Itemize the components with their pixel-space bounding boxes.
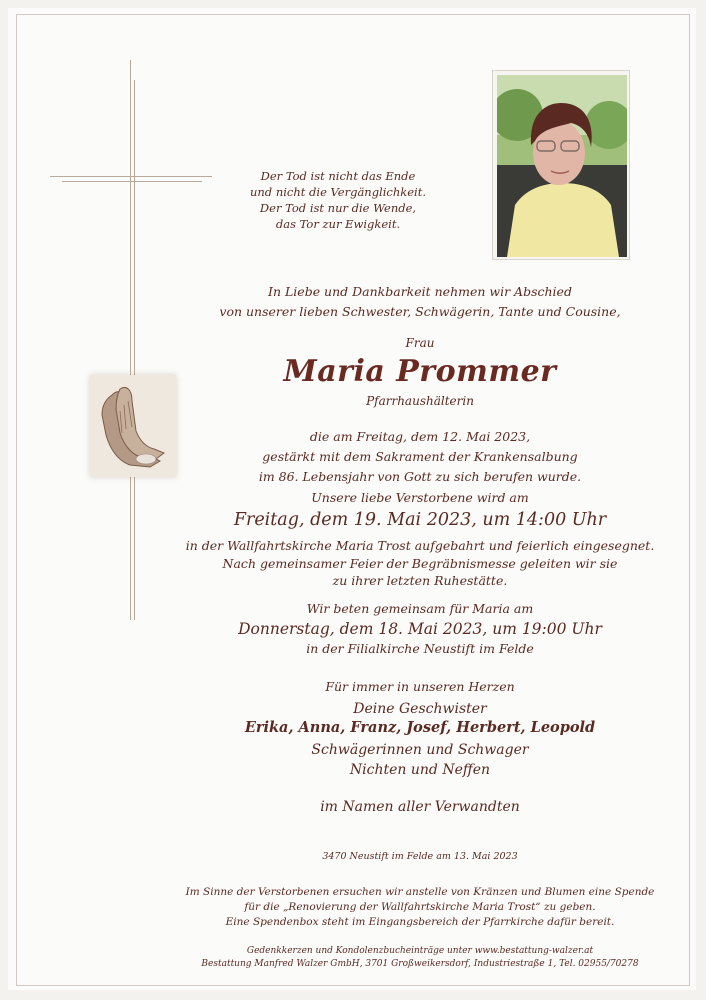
cross-horizontal-line	[50, 176, 212, 177]
profession: Pfarrhaushälterin	[366, 394, 474, 408]
memorial-line: Für immer in unseren Herzen	[325, 679, 515, 694]
request-line: für die „Renovierung der Wallfahrtskirche Maria Trost“ zu geben.	[244, 901, 596, 913]
funeral-line: zu ihrer letzten Ruhestätte.	[332, 573, 508, 588]
relatives: im Namen aller Verwandten	[320, 799, 520, 815]
death-line: gestärkt mit dem Sakrament der Krankensalbung	[262, 449, 578, 464]
farewell-intro	[60, 282, 706, 322]
funeral-line: Nach gemeinsamer Feier der Begräbnismesse geleiten wir sie	[222, 555, 618, 571]
funeral-details	[60, 537, 706, 590]
nieces-nephews: Nichten und Neffen	[349, 762, 491, 778]
poem-line: und nicht die Vergänglichkeit.	[249, 185, 426, 199]
funeral-date: Freitag, dem 19. Mai 2023, um 14:00 Uhr	[233, 510, 607, 530]
deceased-name: Maria Prommer	[283, 354, 557, 389]
prayer-place: in der Filialkirche Neustift im Felde	[306, 641, 534, 656]
request-line: Im Sinne der Verstorbenen ersuchen wir anstelle von Kränzen und Blumen eine Spende	[185, 886, 655, 898]
death-notice	[60, 427, 706, 487]
footer-line: Gedenkkerzen und Kondolenzbucheinträge unter www.bestattung-walzer.at	[246, 946, 594, 956]
footer-line: Bestattung Manfred Walzer GmbH, 3701 Großweikersdorf, Industriestraße 1, Tel. 02955/70278	[201, 959, 639, 969]
place-date: 3470 Neustift im Felde am 13. Mai 2023	[322, 851, 518, 862]
intro-line: In Liebe und Dankbarkeit nehmen wir Abschied	[268, 284, 572, 299]
death-line: die am Freitag, dem 12. Mai 2023,	[309, 429, 531, 444]
portrait-photo	[492, 70, 630, 260]
poem-line: Der Tod ist nicht das Ende	[260, 169, 416, 183]
funeral-home-footer	[60, 945, 706, 971]
poem	[238, 168, 438, 232]
poem-line: Der Tod ist nur die Wende,	[259, 201, 417, 215]
prayer-date: Donnerstag, dem 18. Mai 2023, um 19:00 Uhr	[238, 620, 602, 638]
death-line: im 86. Lebensjahr von Gott zu sich berufen wurde.	[258, 469, 582, 484]
prayer-announcement: Wir beten gemeinsam für Maria am	[306, 601, 534, 616]
funeral-line: in der Wallfahrtskirche Maria Trost aufgebahrt und feierlich eingesegnet.	[185, 538, 655, 553]
salutation: Frau	[405, 336, 435, 350]
request-line: Eine Spendenbox steht im Eingangsbereich der Pfarrkirche dafür bereit.	[225, 916, 615, 928]
cross-horizontal-line	[62, 181, 202, 182]
poem-line: das Tor zur Ewigkeit.	[275, 217, 401, 231]
intro-line: von unserer lieben Schwester, Schwägerin, Tante und Cousine,	[219, 304, 621, 319]
funeral-announcement: Unsere liebe Verstorbene wird am	[311, 490, 529, 505]
siblings-label: Deine Geschwister	[353, 701, 487, 717]
donation-request	[60, 885, 706, 930]
in-laws: Schwägerinnen und Schwager	[311, 742, 529, 758]
siblings-names: Erika, Anna, Franz, Josef, Herbert, Leopold	[244, 719, 596, 736]
